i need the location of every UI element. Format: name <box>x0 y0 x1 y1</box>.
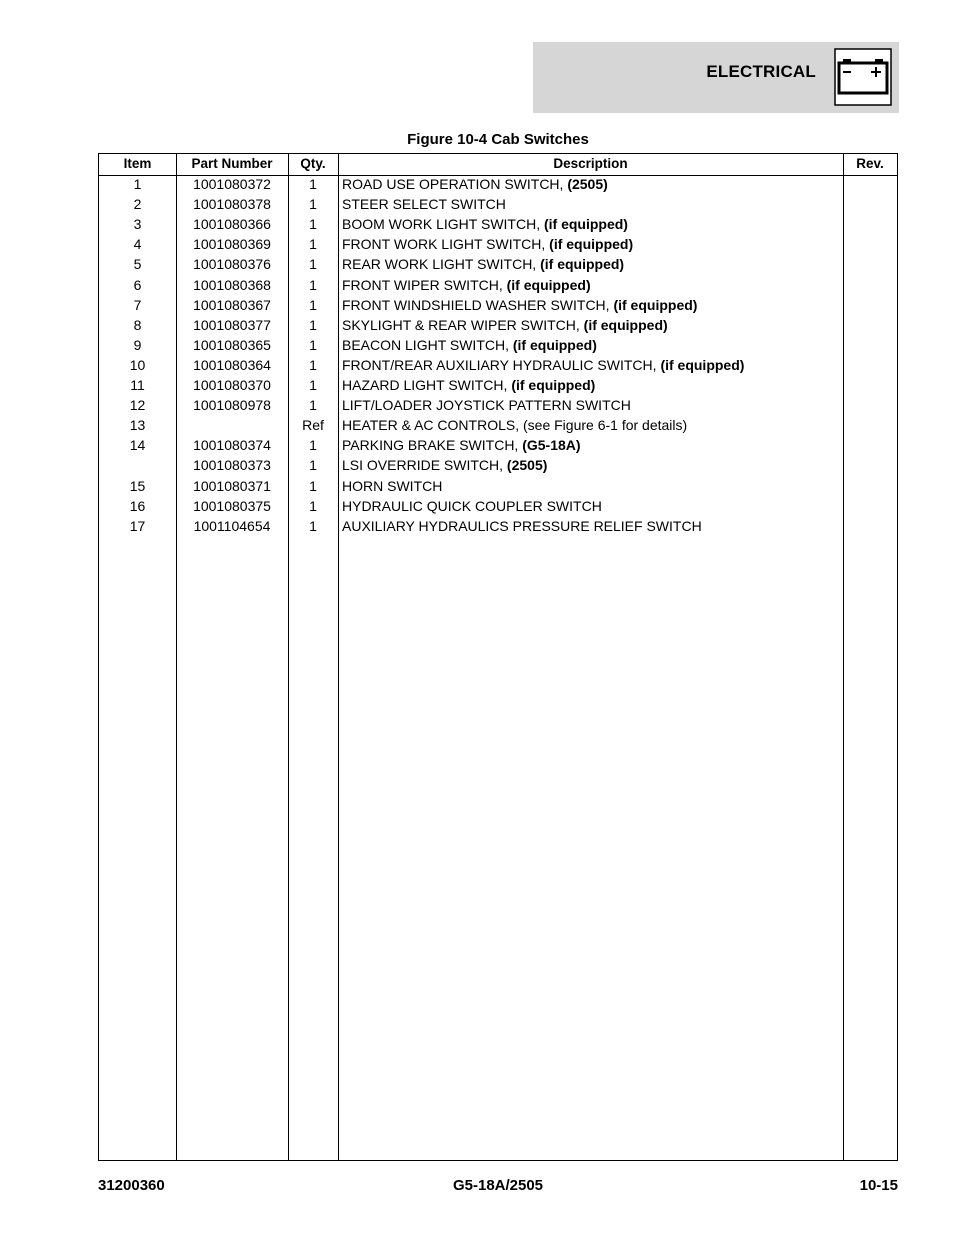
footer-model: G5-18A/2505 <box>452 1177 544 1194</box>
description-text: BOOM WORK LIGHT SWITCH, <box>342 216 544 233</box>
section-title: ELECTRICAL <box>706 62 816 81</box>
quantity: 1 <box>309 196 317 213</box>
description <box>342 355 744 375</box>
description-text: LSI OVERRIDE SWITCH, <box>342 457 507 474</box>
table-row <box>99 415 897 435</box>
quantity: 1 <box>309 497 317 514</box>
item-number: 13 <box>129 417 146 434</box>
battery-icon <box>834 48 892 106</box>
description-text: FRONT/REAR AUXILIARY HYDRAULIC SWITCH, <box>342 356 661 373</box>
column-header-item: Item <box>123 156 152 171</box>
description-note: (if equipped) <box>543 216 628 233</box>
part-number: 1001080370 <box>193 377 271 393</box>
description-text: BEACON LIGHT SWITCH, <box>342 336 513 353</box>
item-number: 9 <box>133 336 142 353</box>
quantity: 1 <box>309 477 317 494</box>
quantity: 1 <box>309 296 317 313</box>
description-note: (if equipped) <box>613 296 698 313</box>
description-text: REAR WORK LIGHT SWITCH, <box>342 256 541 273</box>
description-note: (if equipped) <box>540 256 625 273</box>
column-header-qty: Qty. <box>300 156 326 171</box>
item-number: 12 <box>129 397 146 414</box>
table-row <box>99 214 897 234</box>
footer-document-number: 31200360 <box>98 1177 165 1194</box>
part-number: 1001104654 <box>193 517 271 534</box>
description-note: (if equipped) <box>512 336 597 353</box>
description-note: (G5-18A) <box>522 437 581 454</box>
item-number: 11 <box>130 377 145 393</box>
quantity: 1 <box>309 316 317 333</box>
item-number: 8 <box>133 316 142 333</box>
description <box>342 375 595 395</box>
description-text: LIFT/LOADER JOYSTICK PATTERN SWITCH <box>342 397 631 414</box>
table-row <box>99 295 897 315</box>
table-row <box>99 375 897 395</box>
table-row <box>99 275 897 295</box>
quantity: Ref <box>302 417 324 434</box>
table-row <box>99 516 897 536</box>
item-number: 16 <box>129 497 146 514</box>
table-row <box>99 496 897 516</box>
description-note: (if equipped) <box>583 316 668 333</box>
figure-title: Figure 10-4 Cab Switches <box>407 131 589 148</box>
item-number: 10 <box>129 356 146 373</box>
table-row <box>99 174 897 194</box>
description <box>342 214 628 234</box>
item-number: 1 <box>133 176 142 192</box>
table-row <box>99 315 897 335</box>
column-header-part-number: Part Number <box>191 156 273 171</box>
part-number: 1001080371 <box>193 477 271 494</box>
item-number: 14 <box>129 437 146 454</box>
part-number: 1001080372 <box>193 176 271 192</box>
item-number: 7 <box>133 296 142 313</box>
quantity: 1 <box>309 236 317 253</box>
quantity: 1 <box>309 437 317 454</box>
quantity: 1 <box>309 256 317 273</box>
description <box>342 275 591 295</box>
part-number: 1001080367 <box>193 296 271 313</box>
description <box>342 234 633 254</box>
description-text: HEATER & AC CONTROLS, (see Figure 6-1 for details) <box>342 417 688 434</box>
part-number: 1001080369 <box>193 236 271 253</box>
description-text: FRONT WIPER SWITCH, <box>342 276 507 293</box>
quantity: 1 <box>309 356 317 373</box>
quantity: 1 <box>309 216 317 233</box>
part-number: 1001080364 <box>193 356 271 373</box>
description <box>342 435 581 455</box>
part-number: 1001080365 <box>193 336 271 353</box>
column-header-description: Description <box>553 156 628 171</box>
description-note: (if equipped) <box>660 356 745 373</box>
item-number: 6 <box>133 276 142 293</box>
table-row <box>99 455 897 475</box>
description-text: SKYLIGHT & REAR WIPER SWITCH, <box>342 316 584 333</box>
description <box>342 295 697 315</box>
item-number: 3 <box>133 216 142 233</box>
table-row <box>99 335 897 355</box>
table-row <box>99 254 897 274</box>
description-text: STEER SELECT SWITCH <box>342 196 506 213</box>
quantity: 1 <box>309 336 317 353</box>
item-number: 2 <box>133 196 142 213</box>
description <box>342 496 602 516</box>
item-number: 4 <box>133 236 142 253</box>
description <box>342 395 631 415</box>
description <box>342 315 668 335</box>
column-header-rev: Rev. <box>856 156 884 171</box>
quantity: 1 <box>309 176 317 192</box>
description-text: PARKING BRAKE SWITCH, <box>342 437 523 454</box>
table-row <box>99 395 897 415</box>
description-note: (if equipped) <box>506 276 591 293</box>
description <box>342 335 597 355</box>
part-number: 1001080376 <box>193 256 271 273</box>
part-number: 1001080373 <box>193 457 271 474</box>
description-note: (if equipped) <box>549 236 634 253</box>
description-text: FRONT WINDSHIELD WASHER SWITCH, <box>342 296 614 313</box>
part-number: 1001080374 <box>193 437 271 454</box>
description-note: (2505) <box>506 457 548 474</box>
footer-page-number: 10-15 <box>859 1177 898 1194</box>
description <box>342 254 624 274</box>
part-number: 1001080366 <box>193 216 271 233</box>
description <box>342 476 442 496</box>
description-text: HAZARD LIGHT SWITCH, <box>342 377 512 393</box>
quantity: 1 <box>309 397 317 414</box>
description-text: ROAD USE OPERATION SWITCH, <box>342 176 568 192</box>
part-number: 1001080375 <box>193 497 271 514</box>
description <box>342 415 687 435</box>
table-row <box>99 194 897 214</box>
part-number: 1001080978 <box>193 397 271 414</box>
quantity: 1 <box>309 276 317 293</box>
quantity: 1 <box>309 377 317 393</box>
description <box>342 174 608 194</box>
quantity: 1 <box>309 517 317 534</box>
description-text: HORN SWITCH <box>342 477 443 494</box>
description-note: (if equipped) <box>511 377 596 393</box>
table-row <box>99 355 897 375</box>
description-note: (2505) <box>567 176 608 192</box>
parts-table <box>98 153 898 1161</box>
part-number: 1001080368 <box>193 276 271 293</box>
part-number: 1001080377 <box>193 316 271 333</box>
description-text: HYDRAULIC QUICK COUPLER SWITCH <box>342 497 602 514</box>
item-number: 5 <box>133 256 142 273</box>
description <box>342 516 702 536</box>
part-number: 1001080378 <box>193 196 271 213</box>
table-row <box>99 476 897 496</box>
item-number: 15 <box>129 477 146 494</box>
description <box>342 194 506 214</box>
table-row <box>99 435 897 455</box>
quantity: 1 <box>309 457 317 474</box>
description-text: AUXILIARY HYDRAULICS PRESSURE RELIEF SWITCH <box>342 517 702 534</box>
description-text: FRONT WORK LIGHT SWITCH, <box>342 236 550 253</box>
item-number: 17 <box>129 517 146 534</box>
table-row <box>99 234 897 254</box>
description <box>342 455 547 475</box>
